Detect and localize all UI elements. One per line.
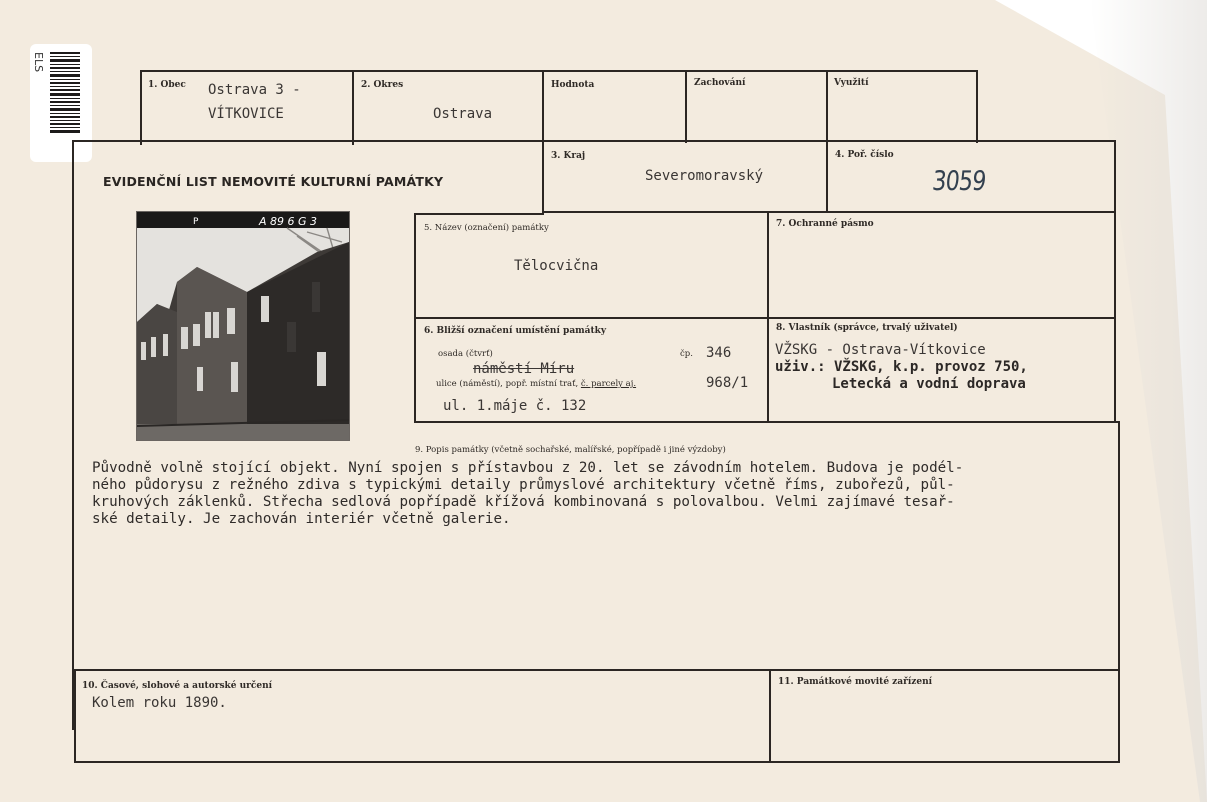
rule (542, 211, 1116, 213)
rule (352, 70, 354, 145)
rule (140, 70, 142, 145)
kraj-value: Severomoravský (645, 168, 764, 184)
obec-value-line2: VÍTKOVICE (208, 106, 284, 122)
nazev-label: 5. Název (označení) památky (424, 223, 549, 233)
rule (140, 70, 978, 72)
rule (414, 317, 1116, 319)
photo-code: A 89 6 G 3 (259, 215, 318, 228)
rule (72, 140, 74, 730)
obec-label: 1. Obec (148, 80, 186, 90)
popis-line: kruhových záklenků. Střecha sedlová popřípadě křížová kombinovaná s polovalbou. Velmi zajímavé tesař- (92, 494, 955, 510)
rule (769, 671, 771, 763)
por-cislo-label: 4. Poř. číslo (835, 150, 894, 160)
rule (74, 671, 76, 763)
rule (1114, 140, 1116, 423)
barcode-icon (50, 50, 80, 136)
rule (72, 140, 1116, 142)
urceni-value: Kolem roku 1890. (92, 695, 227, 711)
zachovani-label: Zachování (694, 78, 746, 88)
vlastnik-label: 8. Vlastník (správce, trvalý uživatel) (776, 323, 958, 333)
popis-line: ské detaily. Je zachován interiér včetně galerie. (92, 511, 511, 527)
okres-value: Ostrava (433, 106, 493, 122)
popis-text (92, 460, 1122, 528)
rule (685, 70, 687, 143)
rule (74, 669, 1120, 671)
osada-label: osada (čtvrť) (438, 349, 493, 359)
vlastnik-line2: uživ.: VŽSKG, k.p. provoz 750, (775, 359, 1028, 375)
monument-photo (136, 211, 350, 441)
document-title: EVIDENČNÍ LIST NEMOVITÉ KULTURNÍ PAMÁTKY (103, 174, 444, 189)
photo-mark: P (193, 217, 199, 227)
barcode-text: ELS (32, 52, 45, 73)
cp-value: 346 (706, 345, 732, 361)
urceni-label: 10. Časové, slohové a autorské určení (82, 681, 273, 691)
movita-zarizeni-label: 11. Památkové movité zařízení (778, 677, 933, 687)
nazev-value: Tělocvična (514, 258, 599, 274)
popis-line: Původně volně stojící objekt. Nyní spojen s přístavbou z 20. let se závodním hotelem. Budova je podél- (92, 460, 964, 476)
vlastnik-line1: VŽSKG - Ostrava-Vítkovice (775, 342, 986, 358)
ochranne-pasmo-label: 7. Ochranné pásmo (776, 219, 874, 229)
umisteni-label: 6. Bližší označení umístění památky (424, 326, 607, 336)
struck-address: náměstí Míru (473, 361, 575, 377)
okres-label: 2. Okres (361, 80, 404, 90)
rule (976, 70, 978, 143)
vlastnik-line3: Letecká a vodní doprava (832, 376, 1026, 392)
popis-line: ného půdorysu z režného zdiva s typickými detaily průmyslové architektury včetně říms, zubořezů, půl- (92, 477, 955, 493)
ulice-label: ulice (náměstí), popř. místní trať, č. parcely aj. (436, 379, 637, 389)
rule (414, 421, 1118, 423)
rule (414, 213, 544, 215)
popis-label: 9. Popis památky (včetně sochařské, malířské, popřípadě i jiné výzdoby) (415, 445, 726, 455)
obec-value-line1: Ostrava 3 - (208, 82, 301, 98)
parcela-value: 968/1 (706, 375, 749, 391)
por-cislo-value: 3059 (930, 166, 988, 197)
kraj-label: 3. Kraj (551, 151, 586, 161)
ulice-value: ul. 1.máje č. 132 (443, 398, 587, 414)
rule (74, 761, 1120, 763)
vyuziti-label: Využití (834, 78, 869, 88)
cp-label: čp. (680, 349, 693, 359)
hodnota-label: Hodnota (551, 80, 595, 90)
